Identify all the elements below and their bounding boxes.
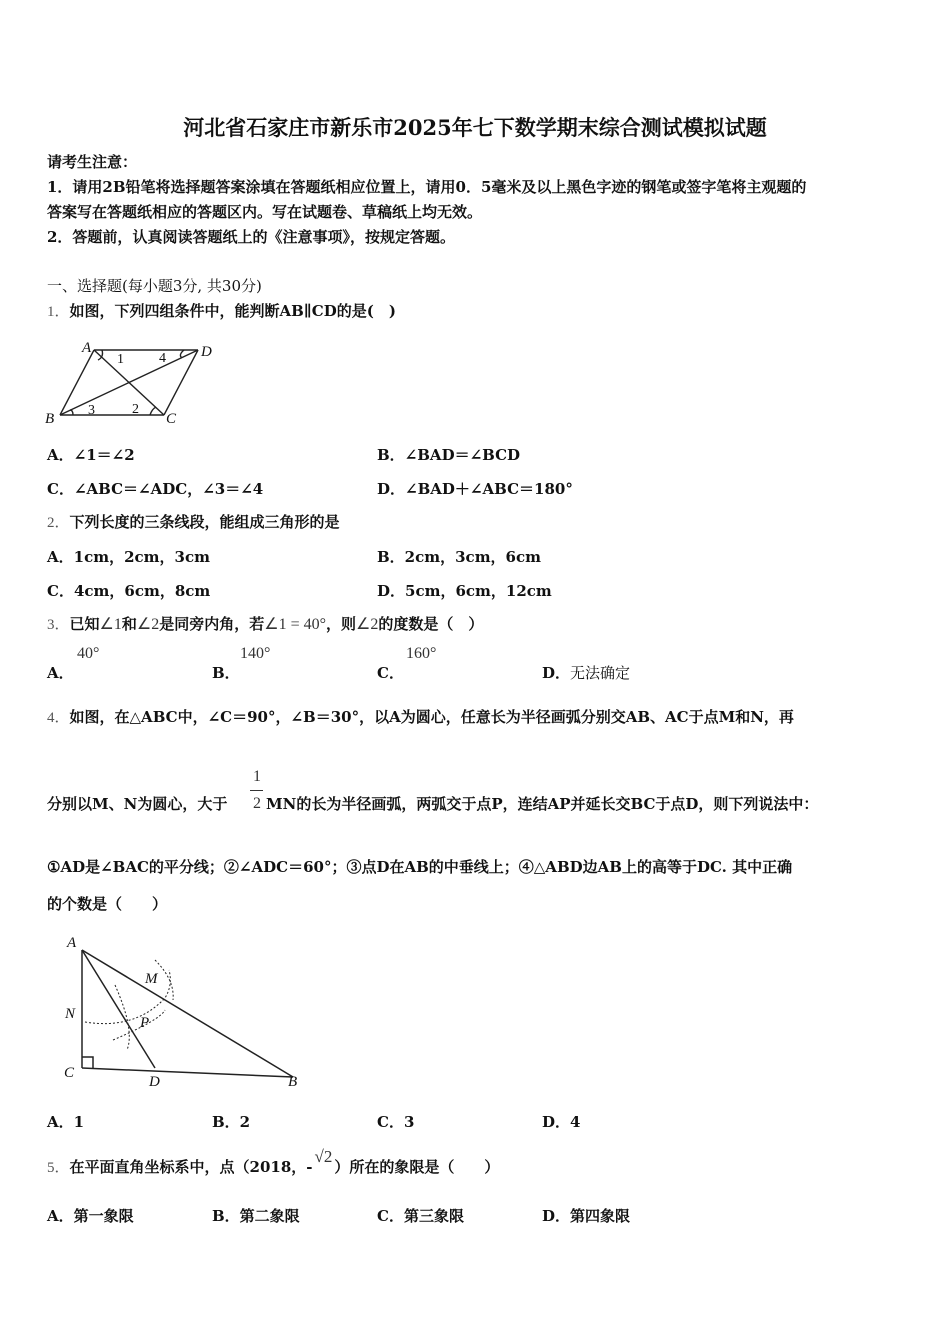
stem-part: ）所在的象限是（ ）	[334, 1158, 500, 1176]
q1-option-d[interactable]: D．∠BAD＋∠ABC＝180°	[377, 480, 573, 498]
math-angle1: ∠1	[99, 616, 122, 633]
label-d: D	[201, 344, 212, 360]
arc-decor	[155, 960, 173, 1000]
math-angle2: ∠2	[356, 616, 379, 633]
label-d: D	[149, 1074, 160, 1090]
stem-part: 和	[121, 615, 137, 633]
math-radical: √2	[314, 1147, 333, 1166]
question-stem: 如图，在△ABC中，∠C＝90°，∠B＝30°，以A为圆心，任意长为半径画弧分别交AB、AC于点M和N，再	[69, 708, 794, 726]
diagonal-bd	[60, 350, 198, 415]
question-2	[47, 512, 340, 533]
q4-option-a[interactable]: A．1	[47, 1113, 85, 1131]
q5-option-c[interactable]: C．第三象限	[377, 1207, 464, 1225]
option-text: 无法确定	[570, 664, 631, 682]
label-b: B	[288, 1074, 298, 1090]
question-4-line4: 的个数是（ ）	[47, 895, 168, 913]
label-p: P	[140, 1015, 150, 1031]
question-4-line2b: MN的长为半径画弧，两弧交于点P，连结AP并延长交BC于点D，则下列说法中：	[266, 795, 819, 813]
q3-option-d[interactable]	[542, 662, 630, 683]
option-letter: A．	[47, 664, 74, 682]
fraction-numerator: 1	[253, 768, 261, 785]
label-c: C	[166, 411, 177, 427]
stem-part: 已知	[69, 615, 100, 633]
label-angle-2: 2	[132, 402, 139, 417]
question-4-line1	[47, 707, 794, 728]
side-ab	[82, 950, 293, 1077]
side-dc	[164, 350, 198, 415]
stem-part: 是同旁内角，若	[159, 615, 265, 633]
q5-option-d[interactable]: D．第四象限	[542, 1207, 631, 1225]
label-c: C	[64, 1065, 75, 1081]
label-a: A	[82, 340, 92, 356]
option-letter: D．	[542, 664, 571, 682]
question-number: 4．	[47, 710, 70, 726]
label-a: A	[67, 935, 77, 951]
question-3	[47, 614, 483, 635]
q3-option-c-value: 160°	[406, 645, 437, 662]
arc-from-m	[115, 985, 129, 1050]
section-heading: 一、选择题(每小题3分, 共30分)	[47, 277, 262, 295]
q5-option-b[interactable]: B．第二象限	[212, 1207, 300, 1225]
question-number: 3．	[47, 617, 70, 633]
question-4-line3: ①AD是∠BAC的平分线；②∠ADC＝60°；③点D在AB的中垂线上；④△ABD边AB上的高等于DC. 其中正确	[47, 858, 793, 876]
math-given: ∠1 = 40°	[264, 616, 327, 633]
q2-option-b[interactable]: B．2cm，3cm，6cm	[377, 548, 542, 566]
label-m: M	[145, 971, 158, 987]
right-angle-mark	[82, 1057, 93, 1068]
q3-option-b[interactable]	[212, 662, 240, 683]
q2-option-d[interactable]: D．5cm，6cm，12cm	[377, 582, 552, 600]
stem-part: ，则	[326, 615, 357, 633]
q2-option-a[interactable]: A．1cm，2cm，3cm	[47, 548, 210, 566]
question-number: 2．	[47, 515, 70, 531]
q3-option-a-value: 40°	[77, 645, 100, 662]
angle-arc-2	[150, 407, 156, 415]
label-angle-4: 4	[159, 351, 166, 366]
side-cb	[82, 1068, 293, 1077]
question-number: 1．	[47, 304, 70, 320]
stem-part: 在平面直角坐标系中，点（2018，-	[69, 1158, 313, 1176]
question-stem: 如图，下列四组条件中，能判断AB∥CD的是( )	[69, 302, 396, 320]
question-5	[47, 1147, 500, 1178]
question-number: 5．	[47, 1160, 70, 1176]
q4-option-b[interactable]: B．2	[212, 1113, 251, 1131]
q4-option-c[interactable]: C．3	[377, 1113, 415, 1131]
fraction-bar	[250, 790, 263, 791]
notice-heading: 请考生注意：	[47, 153, 138, 171]
label-n: N	[65, 1006, 76, 1022]
q4-option-d[interactable]: D．4	[542, 1113, 581, 1131]
triangle-figure	[55, 930, 315, 1095]
label-angle-1: 1	[117, 352, 124, 367]
notice-item1-line1: 1．请用2B铅笔将选择题答案涂填在答题纸相应位置上，请用0．5毫米及以上黑色字迹的钢笔或签字笔将主观题的	[47, 178, 807, 196]
stem-part: 的度数是（ ）	[378, 615, 484, 633]
q1-option-a[interactable]: A．∠1＝∠2	[47, 446, 135, 464]
page-title: 河北省石家庄市新乐市2025年七下数学期末综合测试模拟试题	[183, 115, 767, 140]
question-1	[47, 301, 396, 322]
q2-option-c[interactable]: C．4cm，6cm，8cm	[47, 582, 211, 600]
arc-from-n	[113, 1010, 165, 1040]
option-letter: C．	[377, 664, 404, 682]
q3-option-b-value: 140°	[240, 645, 271, 662]
option-letter: B．	[212, 664, 240, 682]
notice-item1-line2: 答案写在答题纸相应的答题区内。写在试题卷、草稿纸上均无效。	[47, 203, 483, 221]
q3-option-a[interactable]	[47, 662, 74, 683]
notice-item2: 2．答题前，认真阅读答题纸上的《注意事项》，按规定答题。	[47, 228, 455, 246]
question-stem: 下列长度的三条线段，能组成三角形的是	[69, 513, 340, 531]
question-4-line2a: 分别以M、N为圆心，大于	[47, 795, 228, 813]
bisector-ad	[82, 950, 155, 1068]
q1-option-c[interactable]: C．∠ABC＝∠ADC，∠3＝∠4	[47, 480, 264, 498]
fraction-denominator: 2	[253, 795, 261, 812]
q1-option-b[interactable]: B．∠BAD＝∠BCD	[377, 446, 521, 464]
q5-option-a[interactable]: A．第一象限	[47, 1207, 134, 1225]
math-angle2: ∠2	[136, 616, 160, 633]
label-b: B	[45, 411, 55, 427]
label-angle-3: 3	[88, 403, 95, 418]
parallelogram-figure	[40, 335, 230, 430]
q3-option-c[interactable]	[377, 662, 404, 683]
